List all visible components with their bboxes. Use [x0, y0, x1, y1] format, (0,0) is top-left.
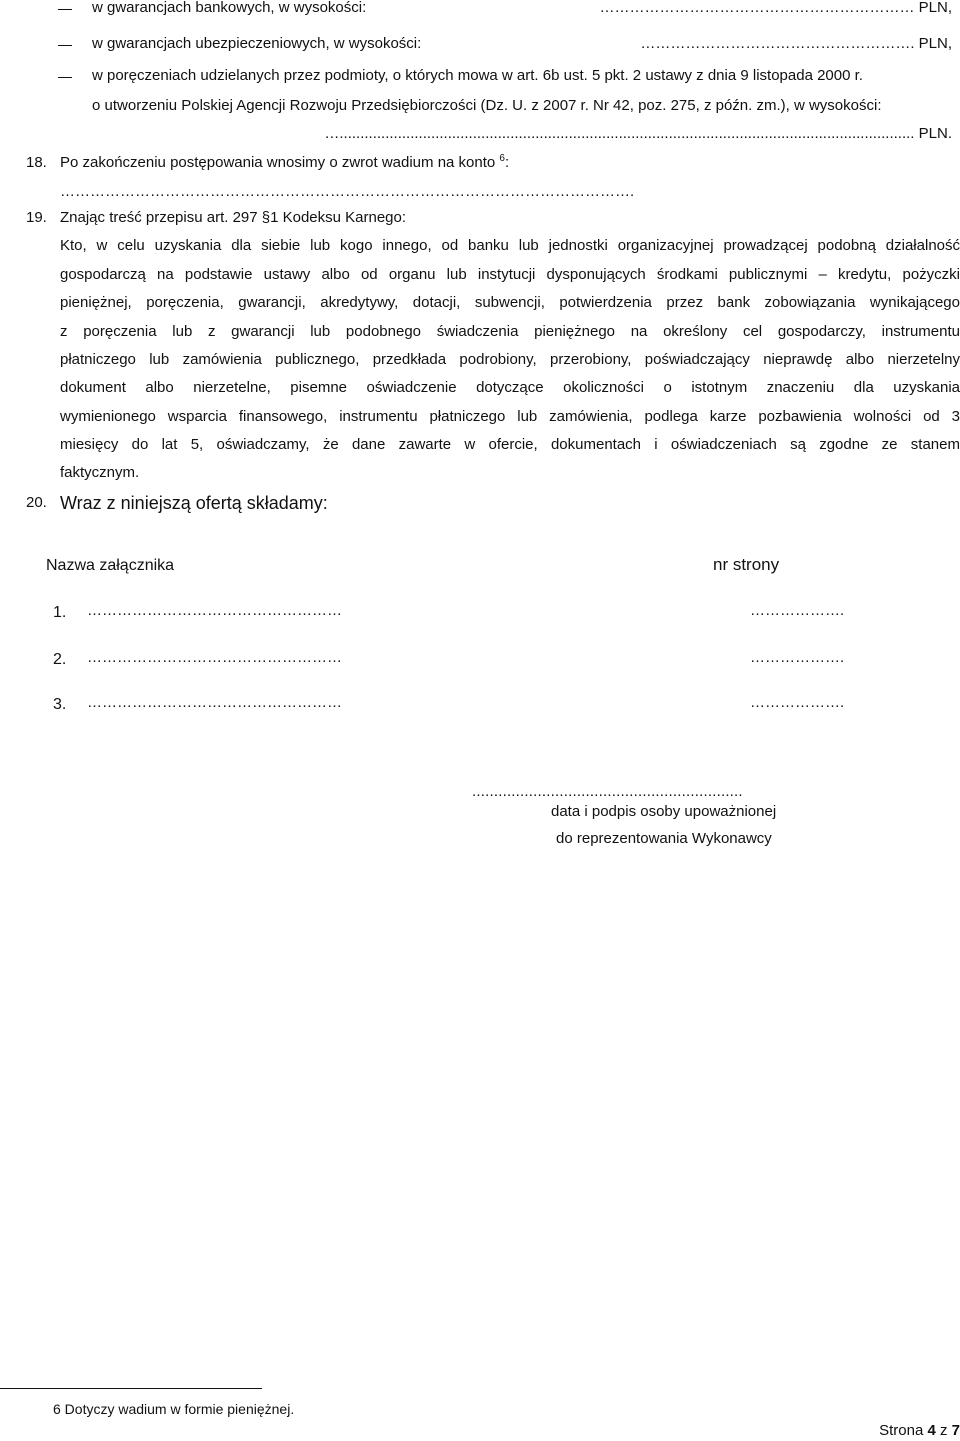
- item-19-heading: Znając treść przepisu art. 297 §1 Kodeksu Karnego:: [60, 209, 407, 226]
- bank-guarantee-fill: ……………………………………………………… PLN,: [599, 0, 952, 16]
- bullet-dash: [58, 77, 72, 78]
- attachment-name-field: ……………………………………………: [87, 694, 342, 711]
- footnote-text: 6 Dotyczy wadium w formie pieniężnej.: [53, 1401, 295, 1417]
- signature-caption-2: do reprezentowania Wykonawcy: [556, 830, 772, 847]
- attachment-page-header: nr strony: [713, 555, 780, 574]
- attachment-page-field: ……………….: [750, 649, 845, 666]
- item-19-line: dokument albo nierzetelne, pisemne oświadczenie dotyczące okoliczności o istotnym znaczeniu dla uzyskania: [60, 379, 960, 396]
- item-19-last-line: faktycznym.: [60, 464, 140, 481]
- signature-caption-1: data i podpis osoby upoważnionej: [551, 803, 777, 820]
- item-19-line: gospodarczą na podstawie ustawy albo od organu lub instytucji dysponujących środkami publicznymi – kredytu, pożyczki: [60, 266, 960, 283]
- item-20-number: 20.: [26, 494, 47, 511]
- footnote-separator: [0, 1388, 262, 1389]
- item-18-number: 18.: [26, 154, 47, 171]
- sureties-fill: ….......................................................................................................................................... PLN.: [324, 125, 952, 142]
- item-19-line: Kto, w celu uzyskania dla siebie lub kogo innego, od banku lub jednostki organizacyjnej prowadzącej podobną działalność: [60, 237, 960, 254]
- item-20-text: Wraz z niniejszą ofertą składamy:: [60, 493, 328, 513]
- bank-guarantee-label: w gwarancjach bankowych, w wysokości:: [92, 0, 367, 16]
- sureties-line-2: o utworzeniu Polskiej Agencji Rozwoju Przedsiębiorczości (Dz. U. z 2007 r. Nr 42, poz. 275, z późn. zm.), w wysokości:: [92, 97, 882, 114]
- bullet-dash: [58, 45, 72, 46]
- attachment-row-number: 1.: [53, 604, 67, 621]
- attachment-name-field: ……………………………………………: [87, 602, 342, 619]
- footnote-ref: 6: [499, 153, 505, 164]
- insurance-guarantee-fill: ………………………………………………. PLN,: [640, 35, 952, 52]
- attachment-row-number: 2.: [53, 651, 67, 668]
- item-19-line: wymienionego wsparcia finansowego, instrumentu płatniczego lub zamówienia, podlega karze pozbawienia wolności od 3: [60, 408, 960, 425]
- item-19-line: płatniczego lub zamówienia publicznego, przedkłada podrobiony, przerobiony, poświadczający nieprawdę albo nierzetelny: [60, 351, 960, 368]
- item-19-number: 19.: [26, 209, 47, 226]
- attachment-page-field: ……………….: [750, 694, 845, 711]
- item-19-line: pieniężnej, poręczenia, gwarancji, akredytywy, dotacji, subwencji, potwierdzenia przez bank zobowiązania wynikającego: [60, 294, 960, 311]
- sureties-line-1: w poręczeniach udzielanych przez podmioty, o których mowa w art. 6b ust. 5 pkt. 2 ustawy z dnia 9 listopada 2000 r.: [92, 67, 863, 84]
- attachment-page-field: ……………….: [750, 602, 845, 619]
- page-number: Strona 4 z 7: [879, 1422, 960, 1439]
- attachment-row-number: 3.: [53, 696, 67, 713]
- item-18-text: Po zakończeniu postępowania wnosimy o zwrot wadium na konto $^6$:: [60, 153, 510, 171]
- item-19-line: z poręczenia lub z gwarancji lub podobnego świadczenia pieniężnego na określony cel gospodarczy, instrumentu: [60, 323, 960, 340]
- bullet-dash: [58, 9, 72, 10]
- attachment-name-field: ……………………………………………: [87, 649, 342, 666]
- item-18-account-fill: …………………………………………………………………………………………………….: [60, 183, 635, 200]
- item-19-line: miesięcy do lat 5, oświadczamy, że dane zawarte w ofercie, dokumentach i oświadczeniach są zgodne ze stanem: [60, 436, 960, 453]
- signature-line: ..............................................................: [472, 783, 743, 800]
- attachment-name-header: Nazwa załącznika: [46, 557, 175, 574]
- insurance-guarantee-label: w gwarancjach ubezpieczeniowych, w wysokości:: [92, 35, 422, 52]
